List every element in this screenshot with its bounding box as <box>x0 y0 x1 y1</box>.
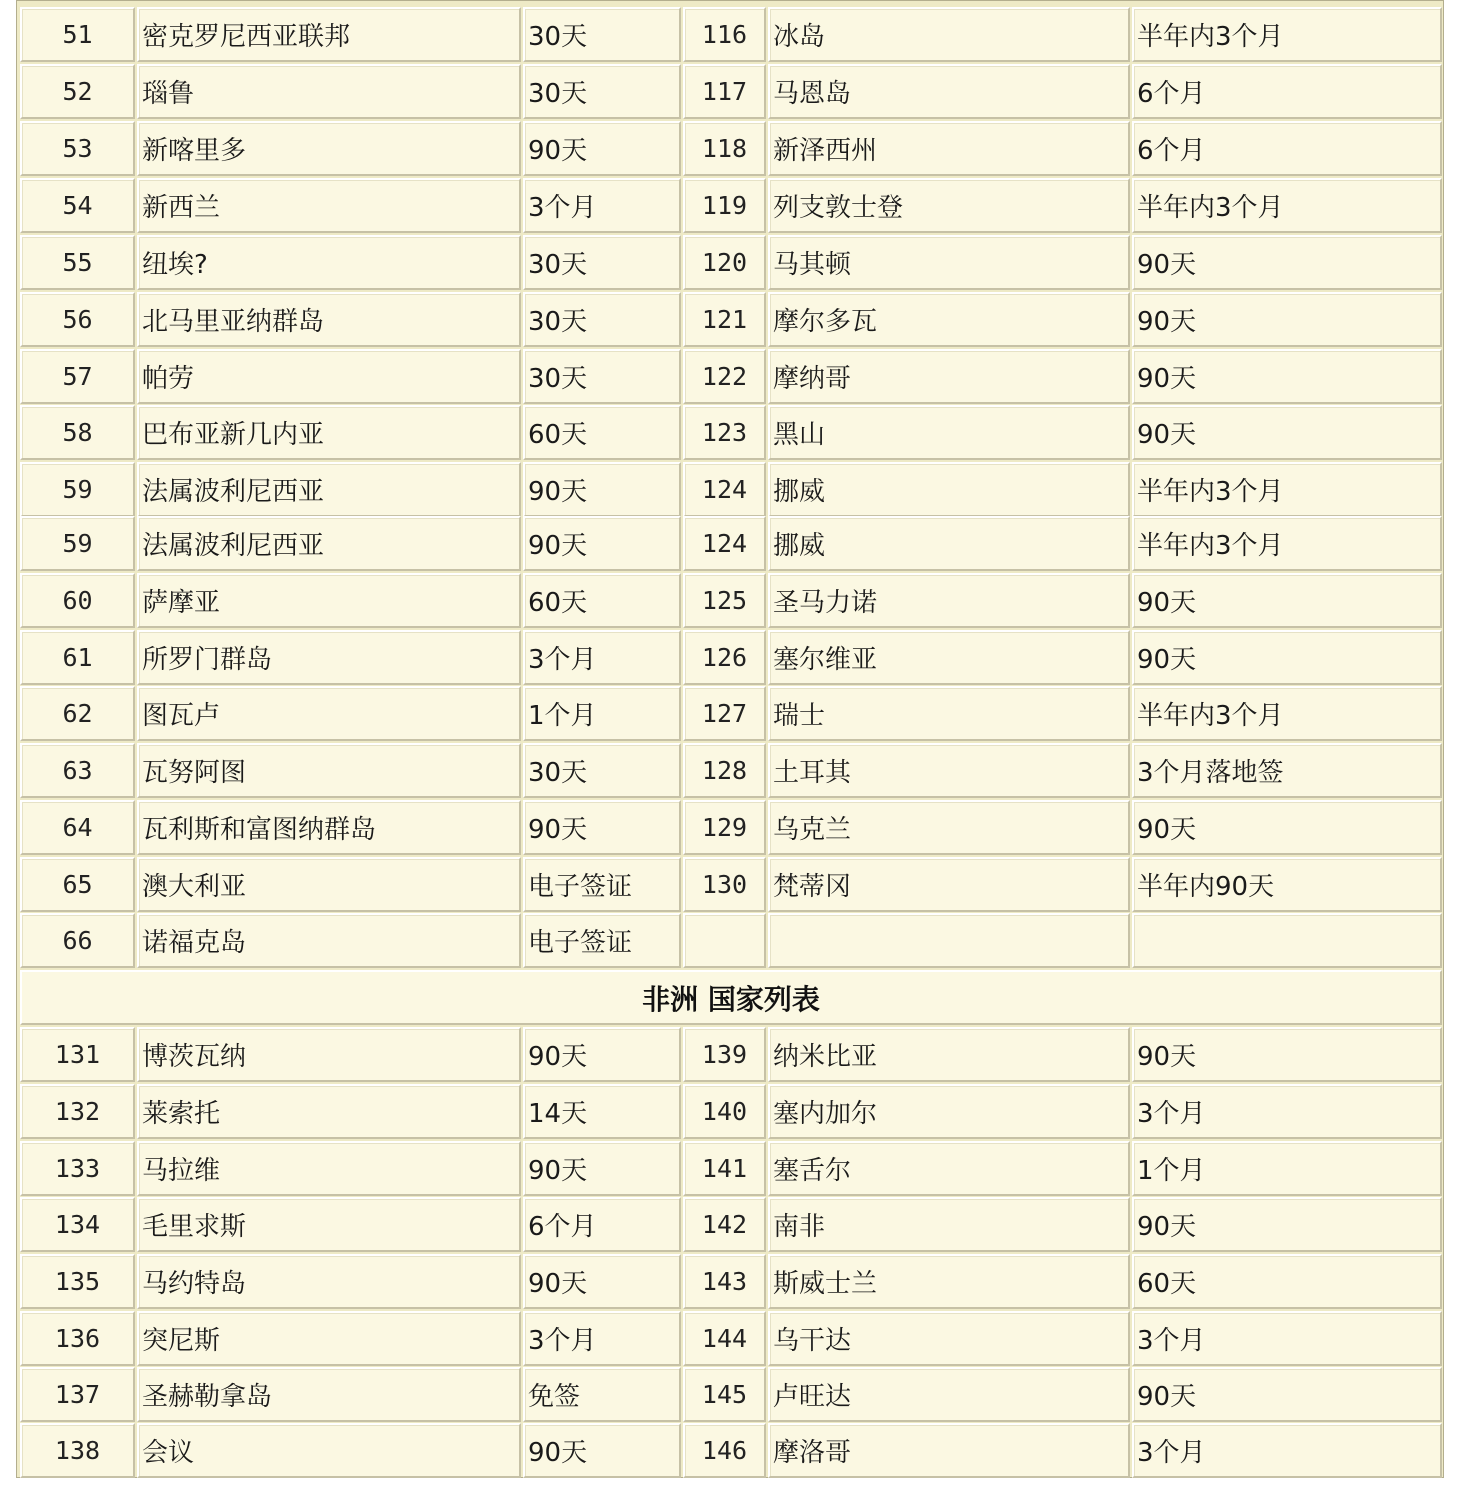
country-name-right: 纳米比亚 <box>768 1027 1130 1082</box>
country-name-left: 突尼斯 <box>137 1311 521 1366</box>
country-name-right: 摩尔多瓦 <box>768 292 1130 347</box>
country-name-right: 列支敦士登 <box>768 178 1130 233</box>
row-number-left: 134 <box>20 1197 135 1252</box>
row-number-right: 130 <box>683 857 766 912</box>
row-number-left: 56 <box>20 292 135 347</box>
stay-duration-left: 90天 <box>523 1027 681 1082</box>
country-name-left: 密克罗尼西亚联邦 <box>137 7 521 62</box>
row-number-left: 53 <box>20 121 135 176</box>
row-number-left: 132 <box>20 1084 135 1139</box>
country-name-left: 毛里求斯 <box>137 1197 521 1252</box>
country-name-left: 帕劳 <box>137 349 521 404</box>
row-number-right: 119 <box>683 178 766 233</box>
stay-duration-right: 90天 <box>1132 573 1442 628</box>
stay-duration-left: 90天 <box>523 1254 681 1309</box>
row-number-right: 145 <box>683 1367 766 1422</box>
table-row <box>20 121 1442 176</box>
row-number-left: 135 <box>20 1254 135 1309</box>
row-number-left: 136 <box>20 1311 135 1366</box>
country-name-right: 梵蒂冈 <box>768 857 1130 912</box>
country-name-right: 摩纳哥 <box>768 349 1130 404</box>
row-number-right: 121 <box>683 292 766 347</box>
stay-duration-left: 14天 <box>523 1084 681 1139</box>
row-number-left: 51 <box>20 7 135 62</box>
row-number-left: 63 <box>20 743 135 798</box>
row-number-right: 146 <box>683 1423 766 1478</box>
table-row <box>20 516 1442 571</box>
row-number-left: 59 <box>20 516 135 571</box>
row-number-right: 141 <box>683 1141 766 1196</box>
row-number-right: 120 <box>683 235 766 290</box>
row-number-right: 139 <box>683 1027 766 1082</box>
stay-duration-left: 6个月 <box>523 1197 681 1252</box>
row-number-left: 55 <box>20 235 135 290</box>
row-number-right: 142 <box>683 1197 766 1252</box>
row-number-right: 123 <box>683 405 766 460</box>
country-name-right: 马恩岛 <box>768 64 1130 119</box>
row-number-right: 128 <box>683 743 766 798</box>
stay-duration-right: 6个月 <box>1132 64 1442 119</box>
stay-duration-left: 30天 <box>523 235 681 290</box>
row-number-right: 140 <box>683 1084 766 1139</box>
stay-duration-right: 1个月 <box>1132 1141 1442 1196</box>
stay-duration-right: 90天 <box>1132 405 1442 460</box>
row-number-left: 60 <box>20 573 135 628</box>
row-number-left: 66 <box>20 913 135 968</box>
stay-duration-left: 90天 <box>523 462 681 517</box>
row-number-right: 117 <box>683 64 766 119</box>
row-number-right: 116 <box>683 7 766 62</box>
country-name-right: 黑山 <box>768 405 1130 460</box>
country-name-left: 所罗门群岛 <box>137 630 521 685</box>
table-row <box>20 630 1442 685</box>
country-name-left: 新西兰 <box>137 178 521 233</box>
row-number-right: 129 <box>683 800 766 855</box>
stay-duration-right: 90天 <box>1132 349 1442 404</box>
table-row <box>20 1141 1442 1196</box>
country-name-right: 斯威士兰 <box>768 1254 1130 1309</box>
stay-duration-right <box>1132 913 1442 968</box>
country-name-right: 瑞士 <box>768 686 1130 741</box>
row-number-right: 126 <box>683 630 766 685</box>
stay-duration-left: 90天 <box>523 1141 681 1196</box>
stay-duration-left: 30天 <box>523 349 681 404</box>
stay-duration-right: 90天 <box>1132 1197 1442 1252</box>
country-name-left: 会议 <box>137 1423 521 1478</box>
row-number-left: 52 <box>20 64 135 119</box>
table-row <box>20 743 1442 798</box>
row-number-right: 118 <box>683 121 766 176</box>
row-number-left: 62 <box>20 686 135 741</box>
stay-duration-right: 半年内90天 <box>1132 857 1442 912</box>
stay-duration-left: 60天 <box>523 405 681 460</box>
country-name-left: 博茨瓦纳 <box>137 1027 521 1082</box>
stay-duration-left: 90天 <box>523 516 681 571</box>
row-number-left: 57 <box>20 349 135 404</box>
stay-duration-right: 半年内3个月 <box>1132 7 1442 62</box>
stay-duration-right: 90天 <box>1132 235 1442 290</box>
row-number-left: 133 <box>20 1141 135 1196</box>
country-name-right: 卢旺达 <box>768 1367 1130 1422</box>
stay-duration-left: 1个月 <box>523 686 681 741</box>
stay-duration-right: 90天 <box>1132 630 1442 685</box>
country-name-right: 塞内加尔 <box>768 1084 1130 1139</box>
country-name-left: 诺福克岛 <box>137 913 521 968</box>
country-name-left: 莱索托 <box>137 1084 521 1139</box>
stay-duration-left: 电子签证 <box>523 857 681 912</box>
stay-duration-left: 免签 <box>523 1367 681 1422</box>
table-row <box>20 178 1442 233</box>
country-name-left: 瓦利斯和富图纳群岛 <box>137 800 521 855</box>
row-number-right: 144 <box>683 1311 766 1366</box>
country-name-left: 瑙鲁 <box>137 64 521 119</box>
country-name-right: 摩洛哥 <box>768 1423 1130 1478</box>
table-row <box>20 573 1442 628</box>
stay-duration-left: 90天 <box>523 121 681 176</box>
country-name-right: 土耳其 <box>768 743 1130 798</box>
country-name-left: 图瓦卢 <box>137 686 521 741</box>
stay-duration-left: 30天 <box>523 64 681 119</box>
country-name-right: 新泽西州 <box>768 121 1130 176</box>
africa-section-title: 非洲 国家列表 <box>20 970 1442 1025</box>
country-name-left: 圣赫勒拿岛 <box>137 1367 521 1422</box>
country-name-left: 马拉维 <box>137 1141 521 1196</box>
row-number-right: 143 <box>683 1254 766 1309</box>
country-name-left: 北马里亚纳群岛 <box>137 292 521 347</box>
stay-duration-left: 90天 <box>523 1423 681 1478</box>
row-number-right: 124 <box>683 516 766 571</box>
table-row <box>20 1197 1442 1252</box>
row-number-left: 138 <box>20 1423 135 1478</box>
stay-duration-right: 半年内3个月 <box>1132 462 1442 517</box>
table-row <box>20 1311 1442 1366</box>
table-row <box>20 857 1442 912</box>
country-name-right: 冰岛 <box>768 7 1130 62</box>
stay-duration-right: 半年内3个月 <box>1132 178 1442 233</box>
country-name-right: 挪威 <box>768 516 1130 571</box>
table-row <box>20 292 1442 347</box>
country-name-left: 澳大利亚 <box>137 857 521 912</box>
row-number-left: 137 <box>20 1367 135 1422</box>
stay-duration-right: 60天 <box>1132 1254 1442 1309</box>
table-row <box>20 913 1442 968</box>
country-name-left: 巴布亚新几内亚 <box>137 405 521 460</box>
row-number-left: 58 <box>20 405 135 460</box>
stay-duration-right: 90天 <box>1132 292 1442 347</box>
table-row <box>20 462 1442 517</box>
stay-duration-right: 3个月 <box>1132 1311 1442 1366</box>
row-number-right: 124 <box>683 462 766 517</box>
country-name-right: 乌克兰 <box>768 800 1130 855</box>
stay-duration-right: 半年内3个月 <box>1132 516 1442 571</box>
stay-duration-right: 半年内3个月 <box>1132 686 1442 741</box>
row-number-right: 125 <box>683 573 766 628</box>
stay-duration-left: 电子签证 <box>523 913 681 968</box>
stay-duration-right: 3个月落地签 <box>1132 743 1442 798</box>
row-number-left: 54 <box>20 178 135 233</box>
stay-duration-left: 3个月 <box>523 1311 681 1366</box>
row-number-right: 122 <box>683 349 766 404</box>
country-name-right: 塞舌尔 <box>768 1141 1130 1196</box>
stay-duration-left: 3个月 <box>523 630 681 685</box>
stay-duration-right: 3个月 <box>1132 1423 1442 1478</box>
country-name-left: 马约特岛 <box>137 1254 521 1309</box>
country-name-left: 法属波利尼西亚 <box>137 462 521 517</box>
country-name-right: 南非 <box>768 1197 1130 1252</box>
row-number-left: 61 <box>20 630 135 685</box>
country-name-left: 纽埃? <box>137 235 521 290</box>
country-name-right: 乌干达 <box>768 1311 1130 1366</box>
stay-duration-right: 3个月 <box>1132 1084 1442 1139</box>
table-row <box>20 1027 1442 1082</box>
table-row <box>20 405 1442 460</box>
row-number-right <box>683 913 766 968</box>
table-row <box>20 235 1442 290</box>
stay-duration-left: 3个月 <box>523 178 681 233</box>
country-name-right: 圣马力诺 <box>768 573 1130 628</box>
row-number-left: 65 <box>20 857 135 912</box>
table-row <box>20 686 1442 741</box>
country-name-right: 塞尔维亚 <box>768 630 1130 685</box>
table-row <box>20 1254 1442 1309</box>
table-row <box>20 800 1442 855</box>
stay-duration-right: 90天 <box>1132 1367 1442 1422</box>
country-name-left: 瓦努阿图 <box>137 743 521 798</box>
country-name-right <box>768 913 1130 968</box>
stay-duration-right: 90天 <box>1132 800 1442 855</box>
country-name-left: 新喀里多 <box>137 121 521 176</box>
stay-duration-right: 6个月 <box>1132 121 1442 176</box>
stay-duration-left: 60天 <box>523 573 681 628</box>
section-header-row <box>20 970 1442 1025</box>
stay-duration-left: 30天 <box>523 7 681 62</box>
table-row <box>20 7 1442 62</box>
table-row <box>20 1084 1442 1139</box>
country-name-left: 萨摩亚 <box>137 573 521 628</box>
country-name-right: 马其顿 <box>768 235 1130 290</box>
row-number-left: 131 <box>20 1027 135 1082</box>
row-number-left: 64 <box>20 800 135 855</box>
row-number-right: 127 <box>683 686 766 741</box>
stay-duration-right: 90天 <box>1132 1027 1442 1082</box>
country-name-right: 挪威 <box>768 462 1130 517</box>
table-row <box>20 349 1442 404</box>
stay-duration-left: 90天 <box>523 800 681 855</box>
row-number-left: 59 <box>20 462 135 517</box>
stay-duration-left: 30天 <box>523 292 681 347</box>
table-row <box>20 1367 1442 1422</box>
table-row <box>20 64 1442 119</box>
stay-duration-left: 30天 <box>523 743 681 798</box>
table-row <box>20 1423 1442 1478</box>
country-name-left: 法属波利尼西亚 <box>137 516 521 571</box>
